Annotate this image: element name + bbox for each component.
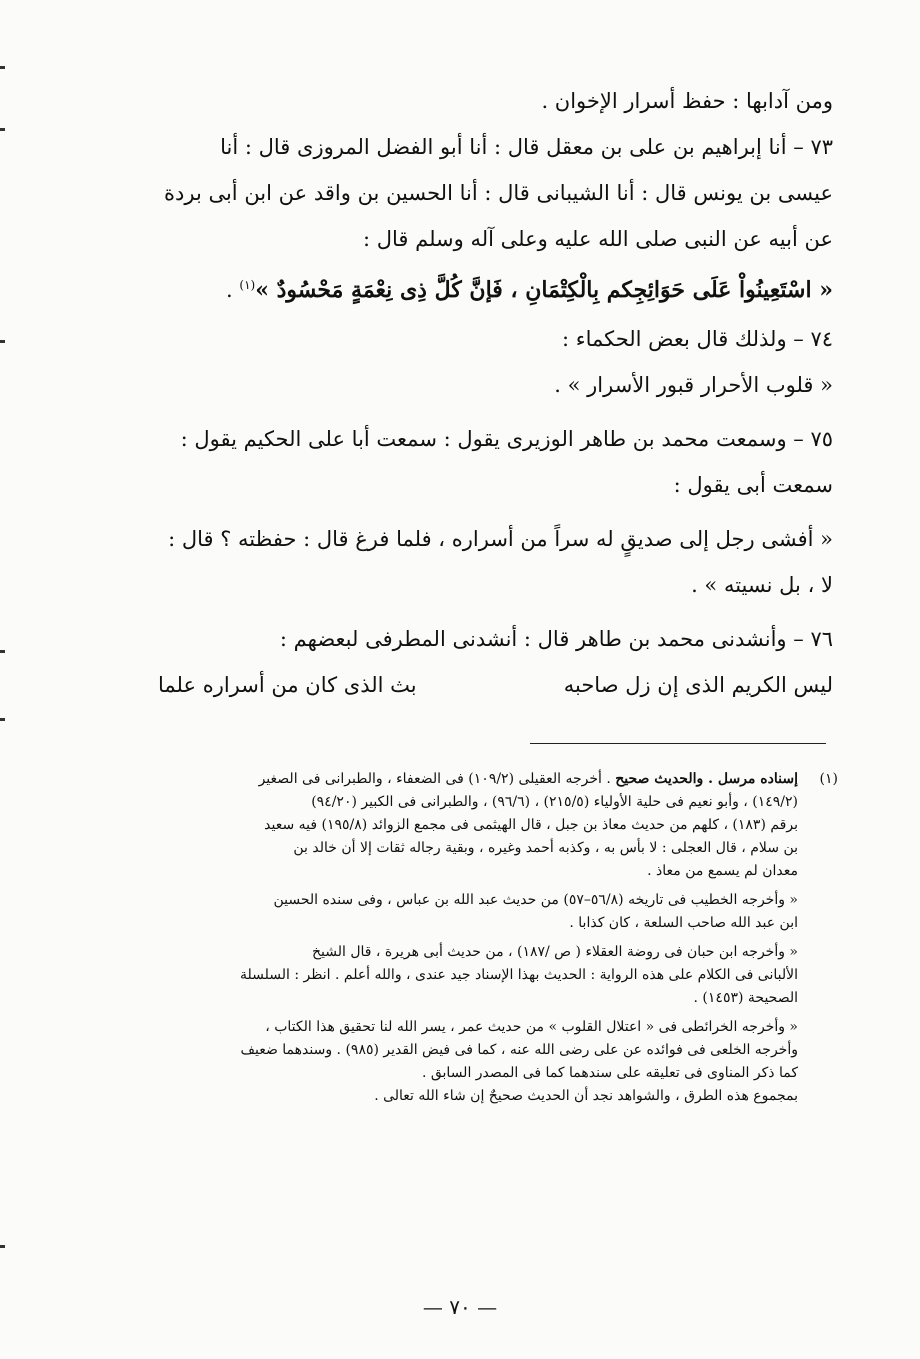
text-line: عيسى بن يونس قال : أنا الشيبانى قال : أنا الحسين بن واقد عن ابن أبى بردة (164, 181, 833, 205)
poem-verse (128, 662, 833, 708)
footnote-ref: (١) (239, 278, 256, 292)
edge-mark (0, 1245, 5, 1248)
footnote-line: بمجموع هذه الطرق ، والشواهد نجد أن الحديث صحيحٌ إن شاء الله تعالى . (374, 1088, 798, 1104)
text-line: ٧٥ – وسمعت محمد بن طاهر الوزيرى يقول : سمعت أبا على الحكيم يقول : (180, 427, 833, 451)
footnote-line: « وأخرجه ابن حبان فى روضة العقلاء ( ص /١٨٧) ، من حديث أبى هريرة ، قال الشيخ (311, 944, 798, 960)
text-line: « قلوب الأحرار قبور الأسرار » . (554, 373, 833, 397)
hadith-line (128, 262, 833, 308)
text-line: ٧٦ – وأنشدنى محمد بن طاهر قال : أنشدنى المطرفى لبعضهم : (279, 627, 833, 651)
edge-mark (0, 66, 5, 69)
footnote-line: (١٤٩/٢) ، وأبو نعيم فى حلية الأولياء (٢١٥/٥) ، (٩٦/٦) ، والطبرانى فى الكبير (٩٤/٢٠) (311, 794, 798, 810)
footnote-line: ابن عبد الله صاحب السلعة ، كان كذابا . (569, 915, 798, 931)
footnote-line: معدان لم يسمع من معاذ . (647, 863, 798, 879)
footnote-marker: (١) (819, 771, 838, 787)
text-line: سمعت أبى يقول : (673, 473, 833, 497)
page-number: — ٧٠ — (422, 1295, 498, 1319)
footnote-line: وأخرجه الخلعى فى فوائده عن على رضى الله عنه ، كما فى فيض القدير (٩٨٥) . وسندهما ضعيف (240, 1042, 798, 1058)
text-line: « أفشى رجل إلى صديقٍ له سراً من أسراره ، فلما فرغ قال : حفظته ؟ قال : (168, 527, 833, 551)
text-line: ٧٣ – أنا إبراهيم بن على بن معقل قال : أنا أبو الفضل المروزى قال : أنا (220, 135, 833, 159)
footnote-bold-lead: إسناده مرسل . والحديث صحيح (615, 771, 798, 787)
verse-second-hemistich: بث الذى كان من أسراره علما (158, 673, 417, 697)
footnote-line: « وأخرجه الخطيب فى تاريخه (٥٦/٨–٥٧) من حديث عبد الله بن عباس ، وفى سنده الحسين (273, 892, 798, 908)
text-line: لا ، بل نسيته » . (691, 573, 833, 597)
footnote-line: الألبانى فى الكلام على هذه الرواية : الحديث بهذا الإسناد جيد عندى ، والله أعلم . انظر : السلسلة (240, 967, 798, 983)
footnotes (118, 768, 838, 1108)
footnote-line (118, 768, 838, 791)
edge-mark (0, 650, 5, 653)
footnote-text: . أخرجه العقيلى (١٠٩/٢) فى الضعفاء ، والطبرانى فى الصغير (258, 771, 616, 787)
footnote-divider (530, 743, 826, 744)
edge-mark (0, 718, 5, 721)
main-text (128, 78, 833, 708)
footnote-line: بن سلام ، قال العجلى : لا بأس به ، وكذبه أحمد وغيره ، وبقية رجاله ثقات إلا أن خالد بن (293, 840, 798, 856)
text-line: ومن آدابها : حفظ أسرار الإخوان . (541, 89, 833, 113)
footnote-line: « وأخرجه الخرائطى فى « اعتلال القلوب » من حديث عمر ، يسر الله لنا تحقيق هذا الكتاب ، (265, 1019, 798, 1035)
footnote-line: كما ذكر المناوى فى تعليقه على سندهما كما فى المصدر السابق . (421, 1065, 798, 1081)
edge-mark (0, 340, 5, 343)
text-line: ٧٤ – ولذلك قال بعض الحكماء : (561, 327, 833, 351)
edge-mark (0, 128, 5, 131)
punctuation: . (226, 278, 240, 302)
text-line: عن أبيه عن النبى صلى الله عليه وعلى آله وسلم قال : (362, 227, 833, 251)
verse-first-hemistich: ليس الكريم الذى إن زل صاحبه (563, 673, 833, 697)
footnote-line: برقم (١٨٣) ، كلهم من حديث معاذ بن جبل ، قال الهيثمى فى مجمع الزوائد (١٩٥/٨) فيه سعيد (264, 817, 798, 833)
hadith-text: « اسْتَعِينُواْ عَلَى حَوَائِجِكم بِالْكِتْمَانِ ، فَإنَّ كُلَّ ذِى نِعْمَةٍ مَحْسُودٌ » (255, 277, 833, 303)
footnote-line: الصحيحة (١٤٥٣) . (693, 990, 798, 1006)
